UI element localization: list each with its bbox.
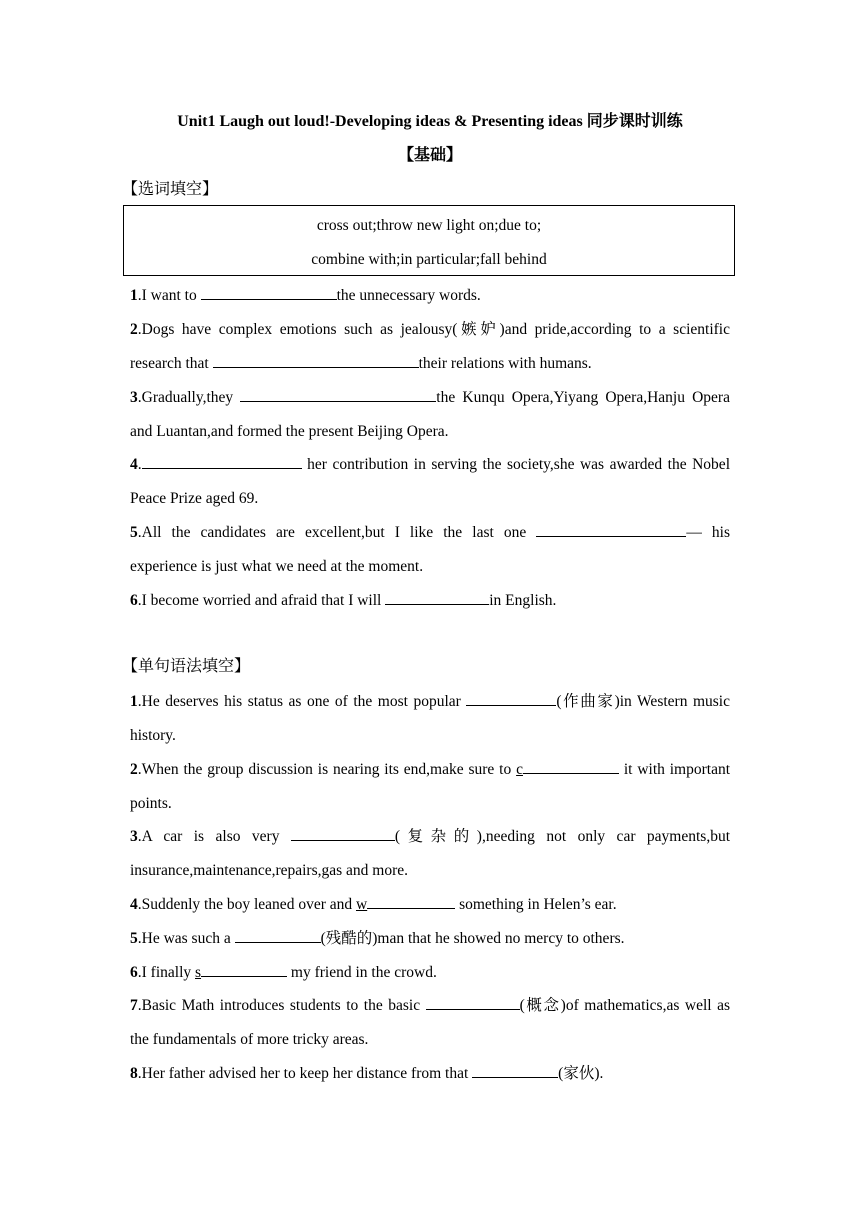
question-2-6: 6.I finally s my friend in the crowd. [130, 964, 437, 981]
word-bank-line-1: cross out;throw new light on;due to; [316, 217, 542, 234]
answer-blank[interactable] [142, 454, 302, 469]
initial-letter-hint: w [355, 896, 368, 913]
question-1-1: 1.I want to the unnecessary words. [130, 287, 481, 304]
word-bank-box [123, 205, 735, 276]
answer-blank[interactable] [472, 1063, 558, 1078]
question-1-2: 2.Dogs have complex emotions such as jealousy(嫉妒)and pride,according to a scientific research that their relations with humans. [130, 321, 730, 372]
question-1-3: 3.Gradually,they the Kunqu Opera,Yiyang Opera,Hanju Opera and Luantan,and formed the present Beijing Opera. [130, 389, 730, 440]
answer-blank[interactable] [213, 353, 419, 368]
answer-blank[interactable] [367, 894, 455, 909]
answer-blank[interactable] [385, 590, 489, 605]
answer-blank[interactable] [201, 962, 287, 977]
answer-blank[interactable] [466, 691, 556, 706]
answer-blank[interactable] [536, 522, 686, 537]
question-2-8: 8.Her father advised her to keep her distance from that (家伙). [130, 1065, 604, 1082]
answer-blank[interactable] [240, 387, 436, 402]
answer-blank[interactable] [201, 285, 337, 300]
question-2-1: 1.He deserves his status as one of the most popular (作曲家)in Western music history. [130, 693, 730, 744]
question-2-3: 3.A car is also very (复杂的),needing not only car payments,but insurance,maintenance,repairs,gas and more. [130, 828, 731, 879]
word-bank-line-2: combine with;in particular;fall behind [311, 251, 547, 268]
question-2-2: 2.When the group discussion is nearing its end,make sure to c it with important points. [130, 761, 731, 812]
answer-blank[interactable] [235, 928, 321, 943]
question-1-5: 5.All the candidates are excellent,but I like the last one — his experience is just what we need at the moment. [130, 524, 730, 575]
question-1-4: 4. her contribution in serving the society,she was awarded the Nobel Peace Prize aged 69. [130, 456, 730, 507]
initial-letter-hint: s [195, 964, 202, 981]
question-1-6: 6.I become worried and afraid that I will in English. [130, 592, 557, 609]
page-title: Unit1 Laugh out loud!-Developing ideas & Presenting ideas 同步课时训练 [177, 113, 683, 130]
question-2-4: 4.Suddenly the boy leaned over and w something in Helen’s ear. [130, 896, 617, 913]
initial-letter-hint: c [516, 761, 523, 778]
question-2-7: 7.Basic Math introduces students to the basic (概念)of mathematics,as well as the fundamentals of more tricky areas. [130, 997, 730, 1048]
answer-blank[interactable] [523, 759, 619, 774]
page-subtitle: 【基础】 [397, 147, 462, 164]
answer-blank[interactable] [291, 826, 395, 841]
section-heading-grammar-fill: 【单句语法填空】 [122, 658, 251, 675]
answer-blank[interactable] [426, 995, 520, 1010]
section-heading-word-choice: 【选词填空】 [122, 181, 219, 198]
question-2-5: 5.He was such a (残酷的)man that he showed no mercy to others. [130, 930, 625, 947]
